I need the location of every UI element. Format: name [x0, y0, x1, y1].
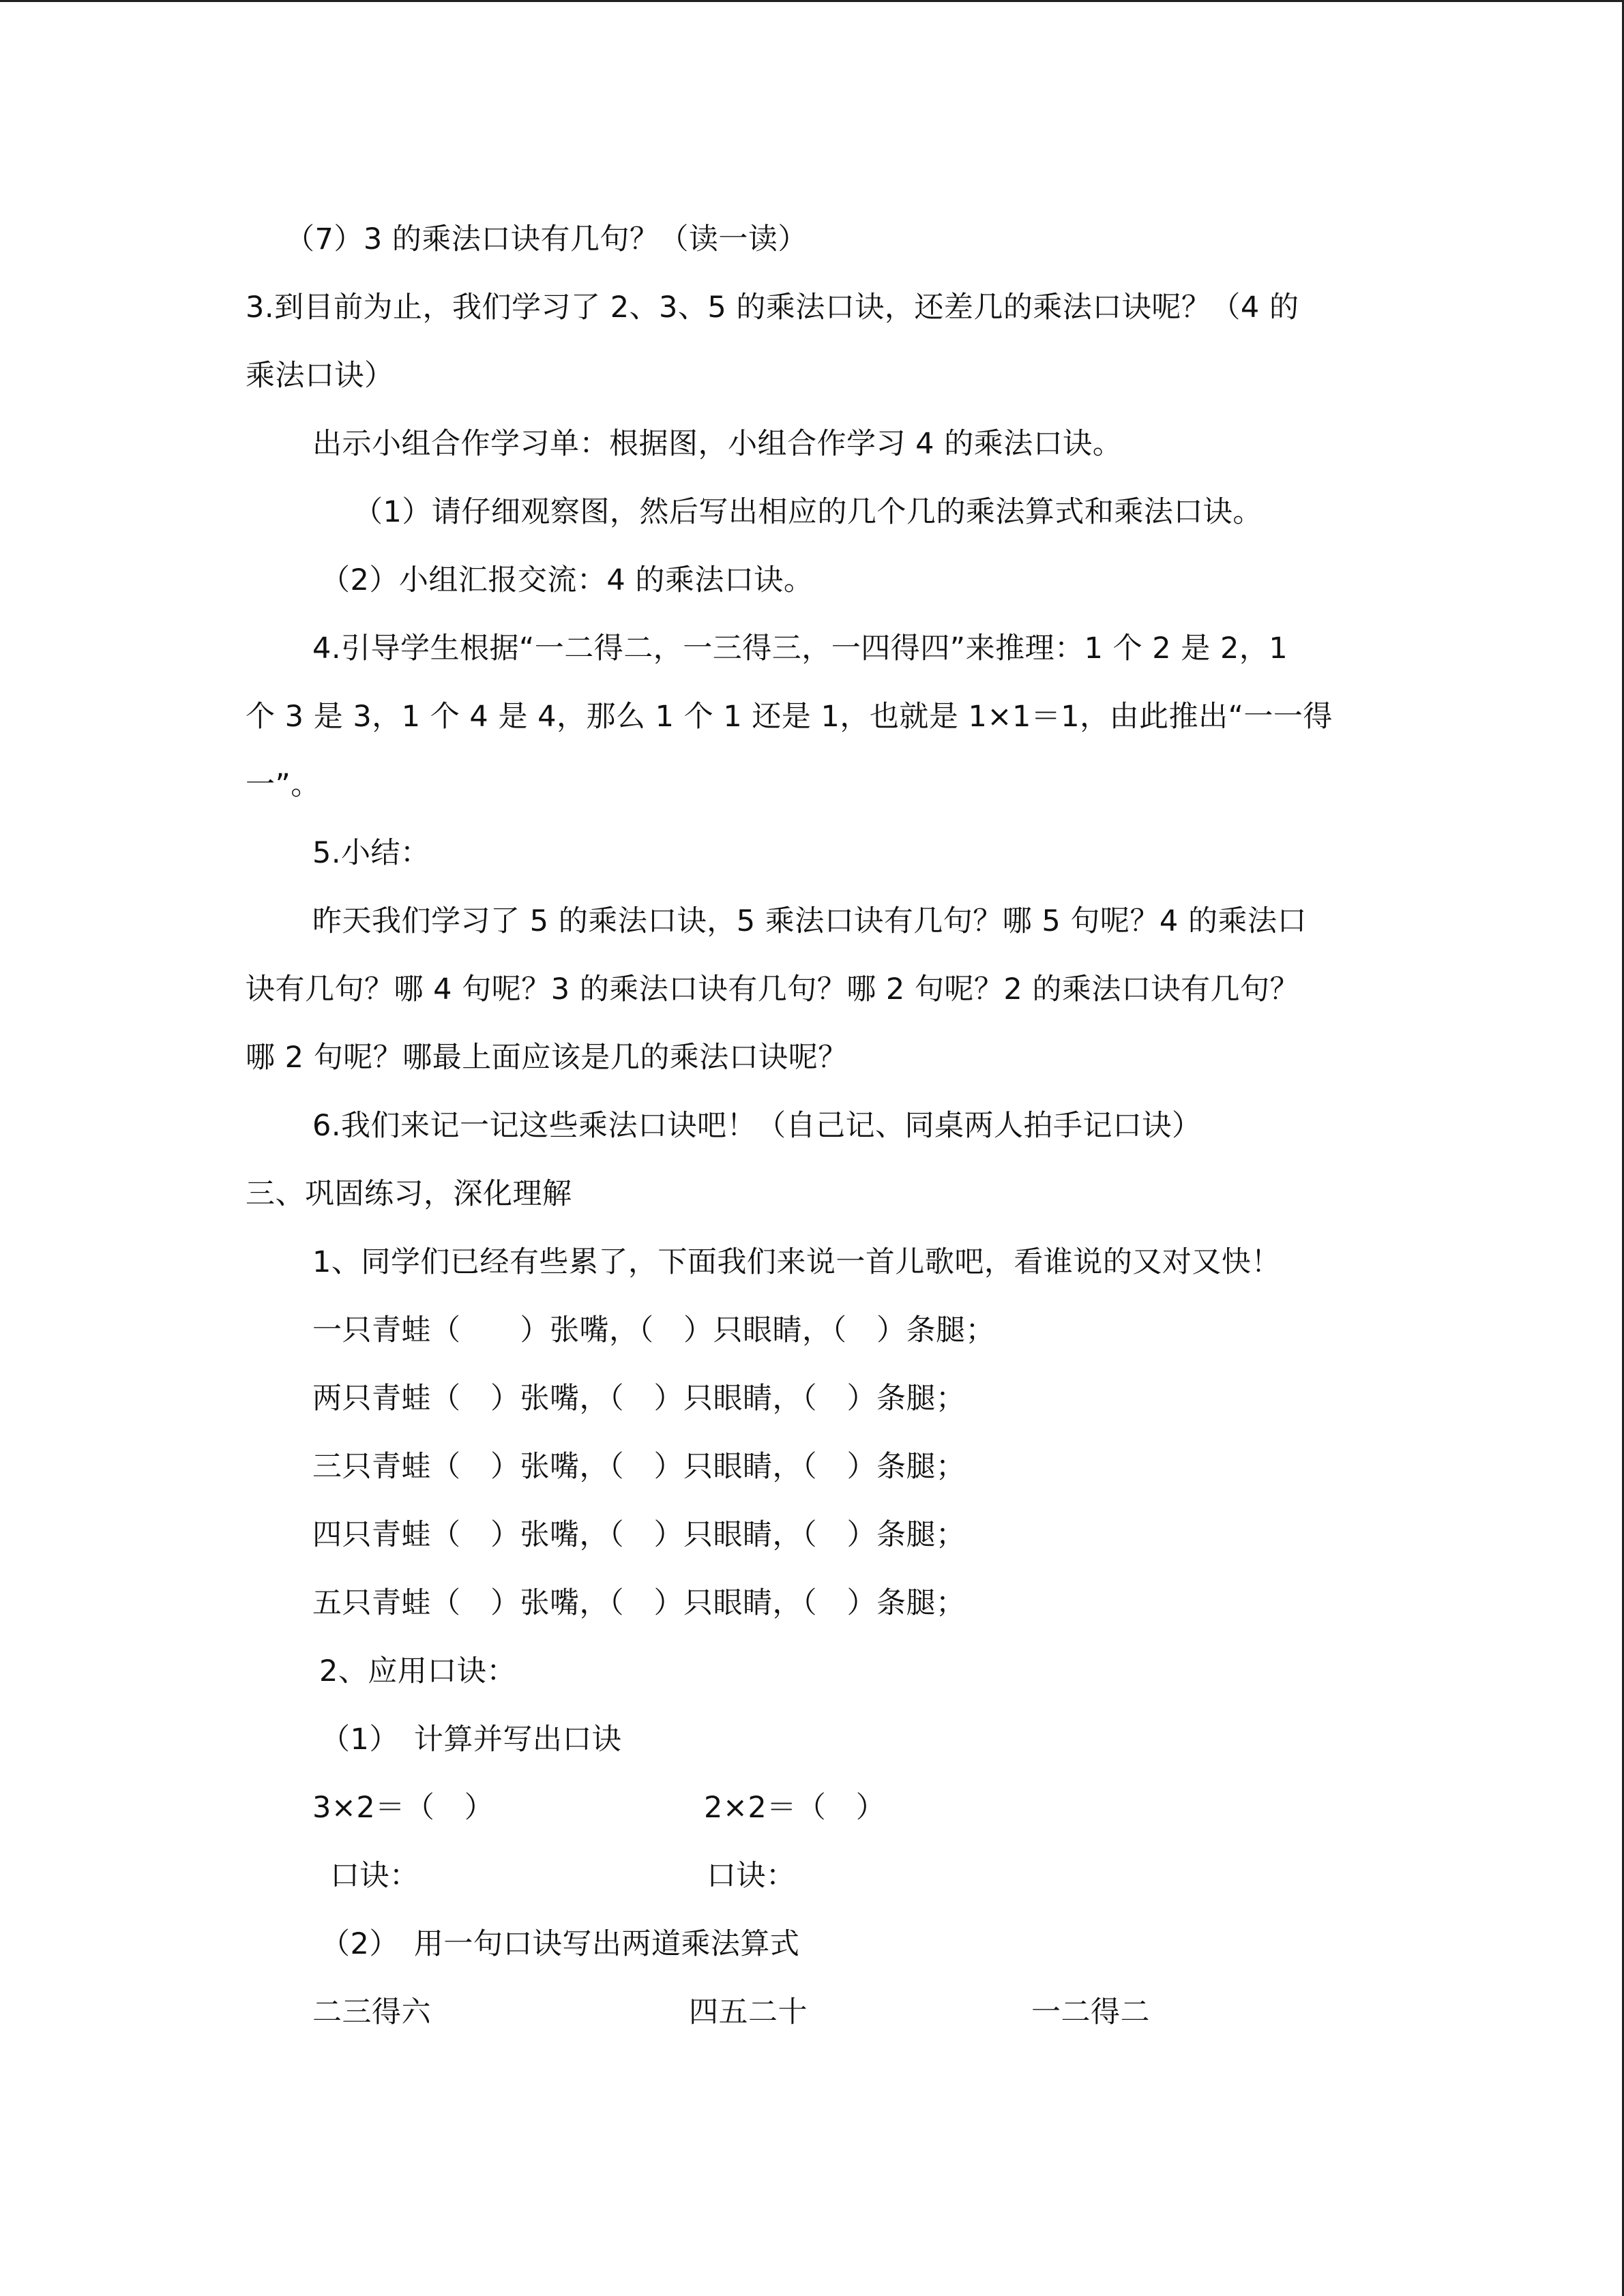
- rhyme-label-left: 口诀：: [330, 1859, 419, 1893]
- text-line-multiplication-3-question: （7）3 的乘法口诀有几句？（读一读）: [285, 222, 808, 256]
- equation-2x2: 2×2＝（ ）: [704, 1791, 886, 1825]
- text-line-step-3-cont: 乘法口诀）: [246, 359, 394, 393]
- text-line-step-3: 3.到目前为止，我们学习了 2、3、5 的乘法口诀，还差几的乘法口诀呢？（4 的: [246, 290, 1299, 325]
- text-line-step-4-cont: 个 3 是 3，1 个 4 是 4，那么 1 个 1 还是 1，也就是 1×1＝1，由此推出“一一得: [246, 700, 1333, 734]
- text-line-exercise-1: （1） 计算并写出口诀: [321, 1723, 622, 1757]
- text-line-group-worksheet: 出示小组合作学习单：根据图，小组合作学习 4 的乘法口诀。: [312, 427, 1123, 461]
- text-line-step-4-end: 一”。: [246, 768, 321, 802]
- rhyme-line-four-frogs: 四只青蛙（ ）张嘴，（ ）只眼睛，（ ）条腿；: [312, 1518, 966, 1552]
- rhyme-item-4x5: 四五二十: [689, 1995, 808, 2029]
- text-line-observe-figure: （1）请仔细观察图，然后写出相应的几个几的乘法算式和乘法口诀。: [353, 495, 1263, 529]
- text-line-group-report: （2）小组汇报交流：4 的乘法口诀。: [321, 563, 814, 597]
- rhyme-line-five-frogs: 五只青蛙（ ）张嘴，（ ）只眼睛，（ ）条腿；: [312, 1586, 966, 1620]
- text-line-nursery-rhyme-intro: 1、同学们已经有些累了，下面我们来说一首儿歌吧，看谁说的又对又快！: [312, 1245, 1281, 1279]
- text-line-summary-heading: 5.小结：: [312, 836, 430, 870]
- rhyme-line-three-frogs: 三只青蛙（ ）张嘴，（ ）只眼睛，（ ）条腿；: [312, 1450, 966, 1484]
- text-line-summary-2: 诀有几句？哪 4 句呢？3 的乘法口诀有几句？哪 2 句呢？2 的乘法口诀有几句？: [246, 972, 1299, 1007]
- rhyme-label-right: 口诀：: [707, 1859, 796, 1893]
- equation-3x2: 3×2＝（ ）: [312, 1791, 494, 1825]
- text-line-exercise-2: （2） 用一句口诀写出两道乘法算式: [321, 1927, 800, 1961]
- rhyme-line-one-frog: 一只青蛙（ ）张嘴，（ ）只眼睛，（ ）条腿；: [312, 1313, 995, 1347]
- text-line-summary-3: 哪 2 句呢？哪最上面应该是几的乘法口诀呢？: [246, 1041, 848, 1075]
- text-line-step-6: 6.我们来记一记这些乘法口诀吧！（自己记、同桌两人拍手记口诀）: [312, 1109, 1202, 1143]
- rhyme-item-2x3: 二三得六: [312, 1995, 431, 2029]
- rhyme-item-1x2: 一二得二: [1031, 1995, 1150, 2029]
- text-line-apply-heading: 2、应用口诀：: [319, 1654, 516, 1688]
- text-line-step-4: 4.引导学生根据“一二得二，一三得三，一四得四”来推理：1 个 2 是 2，1: [312, 631, 1288, 666]
- section-heading-practice: 三、巩固练习，深化理解: [246, 1177, 572, 1211]
- rhyme-line-two-frogs: 两只青蛙（ ）张嘴，（ ）只眼睛，（ ）条腿；: [312, 1382, 966, 1416]
- text-line-summary-1: 昨天我们学习了 5 的乘法口诀，5 乘法口诀有几句？哪 5 句呢？4 的乘法口: [312, 904, 1307, 938]
